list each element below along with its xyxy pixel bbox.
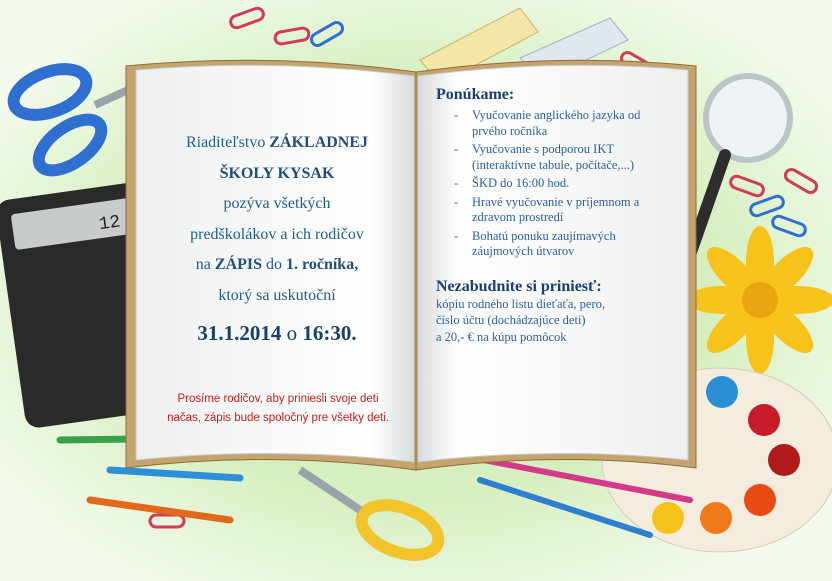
invite-date: 31.1.2014	[197, 321, 282, 345]
invitation-text	[148, 128, 406, 351]
calculator-display: 12	[97, 212, 122, 236]
invite-time: 16:30.	[302, 321, 357, 345]
invite-school-name: ŠKOLY KYSAK	[219, 164, 335, 182]
invite-date-mid: o	[286, 321, 298, 345]
list-item: - Vyučovanie s podporou IKT (interaktívne tabule, počítače,...)	[436, 142, 678, 173]
list-item: - Bohatú ponuku zaujímavých záujmových útvarov	[436, 229, 678, 260]
invite-line5-mid: do	[266, 256, 283, 273]
invite-line1: Riaditeľstvo	[185, 134, 266, 151]
invitation-left-page	[148, 86, 406, 456]
invite-line1-bold: ZÁKLADNEJ	[269, 134, 369, 151]
invitation-right-page	[436, 86, 678, 456]
list-item: - ŠKD do 16:00 hod.	[436, 176, 678, 192]
invite-line3: pozýva všetkých	[223, 195, 331, 212]
offer-list	[436, 108, 678, 260]
invite-grade: 1. ročníka,	[286, 256, 359, 273]
invite-line6: ktorý sa uskutoční	[218, 286, 336, 304]
invite-zapis: ZÁPIS	[214, 256, 263, 273]
offer-heading: Ponúkame:	[436, 86, 515, 103]
list-item: - Hravé vyučovanie v príjemnom a zdravom prostredí	[436, 195, 678, 226]
bring-line: a 20,- € na kúpu pomôcok	[436, 329, 567, 344]
invite-line5-pre: na	[195, 256, 211, 273]
parents-note: Prosíme rodičov, aby priniesli svoje deti načas, zápis bude spoločný pre všetky deti.	[167, 393, 389, 424]
bring-line: kópiu rodného listu dieťaťa, pero,	[436, 296, 605, 311]
bring-heading: Nezabudnite si priniesť:	[436, 277, 602, 295]
list-item: - Vyučovanie anglického jazyka od prvého ročníka	[436, 108, 678, 139]
invite-line4: predškolákov a ich rodičov	[190, 225, 364, 243]
bring-line: číslo účtu (dochádzajúce deti)	[436, 313, 586, 327]
